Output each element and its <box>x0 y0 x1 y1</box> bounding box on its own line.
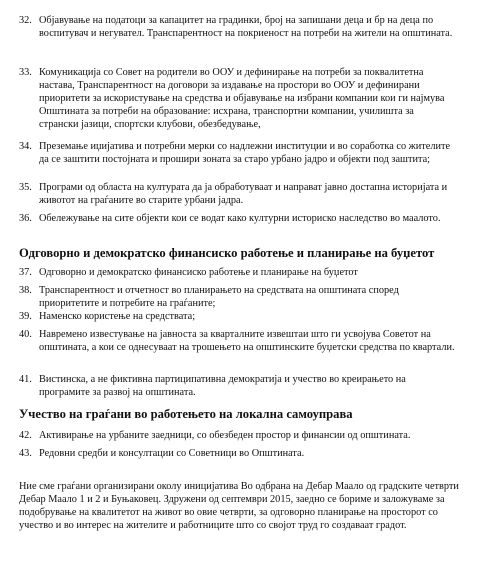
item-number: 38. <box>19 285 32 296</box>
list-item-37 <box>19 266 455 279</box>
list-item-33 <box>19 66 455 131</box>
section-heading-budget: Одговорно и демократско финансиско работење и планирање на буџетот <box>19 246 435 260</box>
item-number: 35. <box>19 182 32 193</box>
item-number: 43. <box>19 448 32 459</box>
item-number: 33. <box>19 67 32 78</box>
list-item-39 <box>19 310 455 323</box>
list-item-42 <box>19 429 455 442</box>
item-text: Одговорно и демократско финансиско работење и планирање на буџетот <box>39 267 358 278</box>
list-item-41 <box>19 373 455 399</box>
item-text: Преземање иџијативa и потребни мерки со надлежни институции и во соработка со жителите да се заштити постојната и прошири зоната за старо урбано јадро и објекти под заштита; <box>39 141 451 166</box>
item-text: Програми од областа на културата да ја обработуваат и направат јавно достапна историјата и животот на граѓаните во старите урбани јадра. <box>39 182 448 207</box>
item-text: Активирање на урбаните заедници, со обезбеден простор и финансии од општината. <box>39 430 411 441</box>
item-number: 41. <box>19 374 32 385</box>
item-number: 39. <box>19 311 32 322</box>
item-number: 42. <box>19 430 32 441</box>
item-number: 36. <box>19 213 32 224</box>
item-text: Навремено известување на јавноста за кварталните извештаи што ги усвојува Советот на општината, а кои се однесуваат на трошењето на општинските буџетски средства по квартали. <box>39 329 455 354</box>
item-number: 40. <box>19 329 32 340</box>
closing-paragraph: Ние сме граѓани организирани околу иницијатива Во одбрана на Дебар Маало од градските четврти Дебар Маало 1 и 2 и Буњаковец. Здружени од септември 2015, заедно се бориме и заложуваме за подобрување на квалитетот на живот во овие четврти, за одговорно планирање на просторот со учество и во интерес на жителите и работниците што со својот труд го создаваат градот. <box>19 481 459 532</box>
item-text: Редовни средби и консултации со Советници во Општината. <box>39 448 305 459</box>
item-text: Обележување на сите објекти кои се водат како културни историско наследство во маалото. <box>39 213 441 224</box>
list-item-38 <box>19 284 455 310</box>
list-item-34 <box>19 140 455 166</box>
item-number: 37. <box>19 267 32 278</box>
item-text: Објавување на податоци за капацитет на градинки, број на запишани деца и бр на деца по воспитувач и негувател. Транспарентност на покриеност на потреби на жители на општината. <box>39 15 453 40</box>
item-text: Наменско користење на средствата; <box>39 311 196 322</box>
list-item-36 <box>19 212 455 225</box>
item-number: 32. <box>19 15 32 26</box>
item-text: Транспарентност и отчетност во планирањето на средствата на општината според приоритетите и потребите на граѓаните; <box>39 285 399 310</box>
item-number: 34. <box>19 141 32 152</box>
list-item-40 <box>19 328 455 354</box>
list-item-43 <box>19 447 455 460</box>
section-heading-participation: Учество на граѓани во работењето на локална самоуправа <box>19 407 353 421</box>
list-item-35 <box>19 181 455 207</box>
item-text: Вистинска, а не фиктивна партиципативна демократија и учество во креирањето на програмите за развој на општината. <box>39 374 406 399</box>
item-text: Комуникација со Совет на родители во ООУ и дефинирање на потреби за поквалитетна настава, Транспарентност на договори за издавање на простори во ООУ и дефинирани приоритети за искористување на средства и објавување на избрани компании кои ги најмува Општината за потреби на образование: исхрана, транспортни компании, училишта за странски јазици, спортски клубови, обезбедување, <box>39 67 445 131</box>
list-item-32 <box>19 14 455 40</box>
